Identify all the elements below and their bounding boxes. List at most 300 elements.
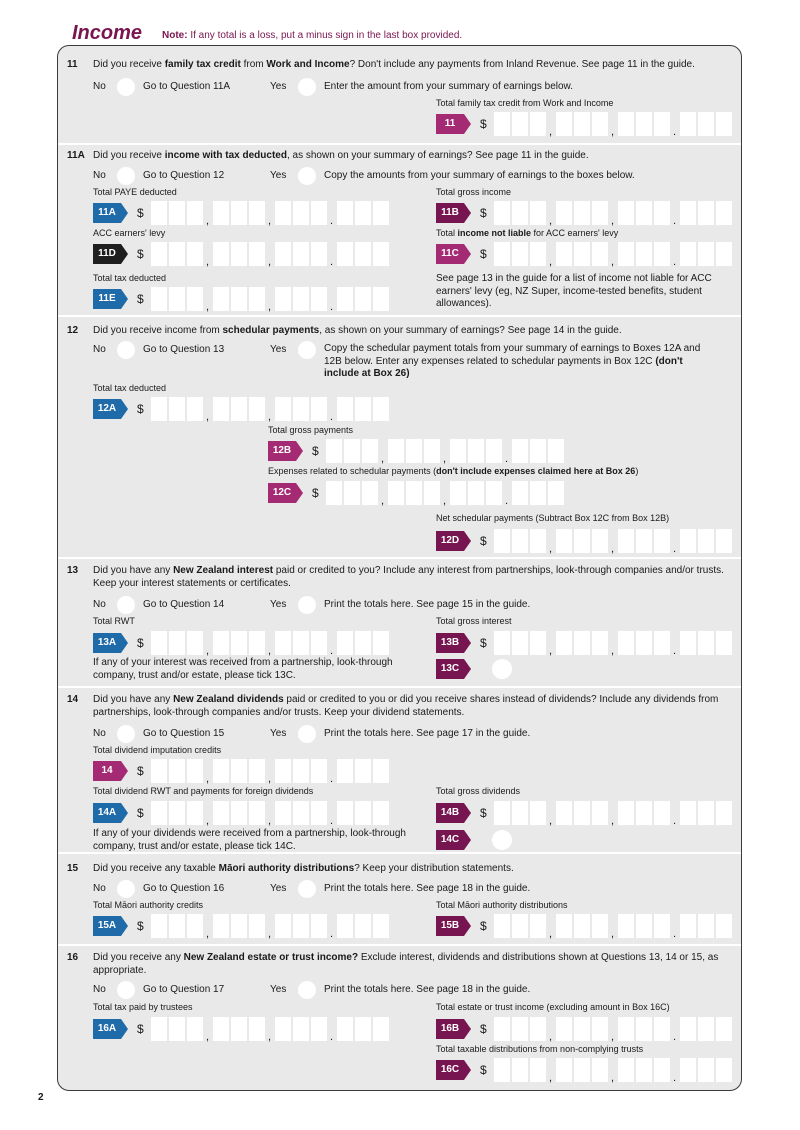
dollar-digit-box[interactable]: [592, 914, 608, 938]
dollar-digit-box[interactable]: [654, 112, 670, 136]
dollar-digit-box[interactable]: [450, 439, 466, 463]
no-label: No: [93, 344, 106, 355]
dollar-digit-box[interactable]: [680, 201, 696, 225]
dollar-digit-box[interactable]: [574, 801, 590, 825]
dollar-digit-box[interactable]: [556, 1017, 572, 1041]
dollar-digit-box[interactable]: [494, 242, 510, 266]
dollar-digit-box[interactable]: [169, 1017, 185, 1041]
dollar-digit-box[interactable]: [231, 201, 247, 225]
cents-digit-box[interactable]: [716, 1017, 732, 1041]
yes-label: Yes: [270, 344, 287, 355]
dollar-digit-box[interactable]: [530, 242, 546, 266]
dollar-digit-box[interactable]: [618, 529, 634, 553]
dollar-digit-box[interactable]: [275, 397, 291, 421]
dollar-digit-box[interactable]: [187, 801, 203, 825]
dollar-digit-box[interactable]: [344, 439, 360, 463]
dollar-digit-box[interactable]: [618, 242, 634, 266]
dollar-digit-box[interactable]: [187, 1017, 203, 1041]
cents-digit-box[interactable]: [716, 801, 732, 825]
dollar-digit-box[interactable]: [151, 631, 167, 655]
decimal-point: .: [505, 453, 509, 465]
dollar-digit-box[interactable]: [151, 242, 167, 266]
dollar-digit-box[interactable]: [275, 801, 291, 825]
dollar-digit-box[interactable]: [275, 759, 291, 783]
dollar-digit-box[interactable]: [512, 242, 528, 266]
dollar-digit-box[interactable]: [231, 759, 247, 783]
dollar-digit-box[interactable]: [337, 242, 353, 266]
dollar-digit-box[interactable]: [231, 397, 247, 421]
dollar-digit-box[interactable]: [556, 631, 572, 655]
dollar-digit-box[interactable]: [654, 1017, 670, 1041]
thousands-separator: ,: [549, 543, 553, 555]
dollar-digit-box[interactable]: [424, 481, 440, 505]
dollar-digit-box[interactable]: [530, 914, 546, 938]
dollar-digit-box[interactable]: [231, 242, 247, 266]
dollar-digit-box[interactable]: [636, 201, 652, 225]
dollar-digit-box[interactable]: [169, 397, 185, 421]
dollar-digit-box[interactable]: [636, 801, 652, 825]
dollar-digit-box[interactable]: [592, 242, 608, 266]
dollar-sign: $: [480, 1063, 487, 1077]
dollar-digit-box[interactable]: [654, 631, 670, 655]
dollar-digit-box[interactable]: [151, 759, 167, 783]
dollar-digit-box[interactable]: [231, 1017, 247, 1041]
label-12c: Expenses related to schedular payments (don't include expenses claimed here at Box 26): [268, 466, 639, 476]
dollar-digit-box[interactable]: [275, 914, 291, 938]
dollar-digit-box[interactable]: [249, 242, 265, 266]
cents-digit-box[interactable]: [373, 397, 389, 421]
dollar-digit-box[interactable]: [213, 914, 229, 938]
cents-digit-box[interactable]: [355, 631, 371, 655]
dollar-digit-box[interactable]: [326, 439, 342, 463]
dollar-digit-box[interactable]: [337, 397, 353, 421]
dollar-digit-box[interactable]: [494, 631, 510, 655]
cents-digit-box[interactable]: [698, 1017, 714, 1041]
cents-digit-box[interactable]: [698, 801, 714, 825]
dollar-digit-box[interactable]: [187, 397, 203, 421]
dollar-digit-box[interactable]: [388, 439, 404, 463]
cents-digit-box[interactable]: [530, 481, 546, 505]
dollar-digit-box[interactable]: [311, 759, 327, 783]
dollar-digit-box[interactable]: [574, 242, 590, 266]
dollar-digit-box[interactable]: [512, 914, 528, 938]
dollar-digit-box[interactable]: [556, 529, 572, 553]
dollar-digit-box[interactable]: [275, 287, 291, 311]
decimal-point: .: [673, 215, 677, 227]
yes-radio[interactable]: [298, 981, 316, 999]
dollar-digit-box[interactable]: [494, 1017, 510, 1041]
dollar-digit-box[interactable]: [592, 112, 608, 136]
dollar-digit-box[interactable]: [213, 242, 229, 266]
dollar-digit-box[interactable]: [574, 112, 590, 136]
dollar-digit-box[interactable]: [592, 201, 608, 225]
label-11d: ACC earners' levy: [93, 228, 166, 238]
dollar-digit-box[interactable]: [213, 631, 229, 655]
cents-digit-box[interactable]: [373, 801, 389, 825]
dollar-digit-box[interactable]: [337, 1017, 353, 1041]
dollar-digit-box[interactable]: [592, 631, 608, 655]
dollar-digit-box[interactable]: [275, 1017, 291, 1041]
dollar-digit-box[interactable]: [512, 801, 528, 825]
dollar-digit-box[interactable]: [311, 287, 327, 311]
dollar-digit-box[interactable]: [618, 112, 634, 136]
box-tag: [93, 289, 129, 309]
cents-digit-box[interactable]: [355, 397, 371, 421]
dollar-digit-box[interactable]: [654, 801, 670, 825]
dollar-digit-box[interactable]: [618, 201, 634, 225]
dollar-digit-box[interactable]: [169, 801, 185, 825]
dollar-digit-box[interactable]: [151, 914, 167, 938]
dollar-digit-box[interactable]: [213, 201, 229, 225]
label-15a: Total Māori authority credits: [93, 900, 204, 910]
dollar-digit-box[interactable]: [556, 242, 572, 266]
dollar-digit-box[interactable]: [344, 481, 360, 505]
dollar-digit-box[interactable]: [530, 631, 546, 655]
dollar-digit-box[interactable]: [654, 914, 670, 938]
dollar-digit-box[interactable]: [311, 1017, 327, 1041]
dollar-digit-box[interactable]: [530, 112, 546, 136]
dollar-digit-box[interactable]: [494, 201, 510, 225]
dollar-digit-box[interactable]: [618, 1017, 634, 1041]
dollar-digit-box[interactable]: [311, 631, 327, 655]
no-radio[interactable]: [117, 596, 135, 614]
dollar-digit-box[interactable]: [494, 529, 510, 553]
dollar-digit-box[interactable]: [574, 529, 590, 553]
dollar-digit-box[interactable]: [187, 201, 203, 225]
label-12b: Total gross payments: [268, 425, 354, 435]
dollar-digit-box[interactable]: [592, 801, 608, 825]
cents-digit-box[interactable]: [355, 287, 371, 311]
dollar-digit-box[interactable]: [680, 914, 696, 938]
dollar-digit-box[interactable]: [311, 397, 327, 421]
goto-text: Go to Question 14: [143, 599, 225, 610]
cents-digit-box[interactable]: [698, 201, 714, 225]
cents-digit-box[interactable]: [373, 1017, 389, 1041]
cents-digit-box[interactable]: [716, 201, 732, 225]
cents-digit-box[interactable]: [373, 914, 389, 938]
dollar-digit-box[interactable]: [512, 201, 528, 225]
dollar-digit-box[interactable]: [556, 201, 572, 225]
dollar-digit-box[interactable]: [213, 1017, 229, 1041]
box-tag-label: 12B: [272, 445, 292, 456]
dollar-digit-box[interactable]: [680, 801, 696, 825]
dollar-digit-box[interactable]: [151, 1017, 167, 1041]
label-11a: Total PAYE deducted: [93, 187, 177, 197]
dollar-digit-box[interactable]: [293, 631, 309, 655]
no-radio[interactable]: [117, 341, 135, 359]
dollar-digit-box[interactable]: [231, 801, 247, 825]
cents-digit-box[interactable]: [373, 201, 389, 225]
tick-circle[interactable]: [492, 659, 512, 679]
tick-circle[interactable]: [492, 830, 512, 850]
dollar-digit-box[interactable]: [231, 287, 247, 311]
cents-digit-box[interactable]: [716, 112, 732, 136]
dollar-digit-box[interactable]: [275, 201, 291, 225]
box-tag-label: 11: [444, 118, 456, 129]
dollar-digit-box[interactable]: [486, 439, 502, 463]
dollar-sign: $: [137, 1022, 144, 1036]
cents-digit-box[interactable]: [698, 914, 714, 938]
yes-radio[interactable]: [298, 880, 316, 898]
dollar-digit-box[interactable]: [636, 112, 652, 136]
dollar-digit-box[interactable]: [337, 801, 353, 825]
cents-digit-box[interactable]: [373, 287, 389, 311]
dollar-digit-box[interactable]: [293, 914, 309, 938]
dollar-digit-box[interactable]: [556, 112, 572, 136]
decimal-point: .: [330, 645, 334, 657]
dollar-digit-box[interactable]: [337, 287, 353, 311]
thousands-separator: ,: [206, 1031, 210, 1043]
cents-digit-box[interactable]: [716, 1058, 732, 1082]
dollar-digit-box[interactable]: [293, 1017, 309, 1041]
dollar-digit-box[interactable]: [293, 201, 309, 225]
cents-digit-box[interactable]: [548, 481, 564, 505]
dollar-digit-box[interactable]: [337, 201, 353, 225]
dollar-digit-box[interactable]: [169, 631, 185, 655]
dollar-digit-box[interactable]: [512, 631, 528, 655]
dollar-digit-box[interactable]: [151, 801, 167, 825]
thousands-separator: ,: [206, 215, 210, 227]
dollar-digit-box[interactable]: [574, 201, 590, 225]
dollar-digit-box[interactable]: [574, 914, 590, 938]
cents-digit-box[interactable]: [355, 914, 371, 938]
dollar-digit-box[interactable]: [450, 481, 466, 505]
dollar-sign: $: [137, 919, 144, 933]
cents-digit-box[interactable]: [716, 529, 732, 553]
dollar-digit-box[interactable]: [654, 242, 670, 266]
dollar-digit-box[interactable]: [293, 242, 309, 266]
cents-digit-box[interactable]: [530, 439, 546, 463]
dollar-digit-box[interactable]: [293, 397, 309, 421]
dollar-digit-box[interactable]: [636, 914, 652, 938]
yes-radio[interactable]: [298, 596, 316, 614]
dollar-digit-box[interactable]: [187, 631, 203, 655]
yes-label: Yes: [270, 599, 287, 610]
dollar-digit-box[interactable]: [213, 759, 229, 783]
thousands-separator: ,: [206, 815, 210, 827]
label-11b: Total gross income: [436, 187, 512, 197]
dollar-digit-box[interactable]: [293, 759, 309, 783]
cents-digit-box[interactable]: [355, 801, 371, 825]
dollar-digit-box[interactable]: [530, 1058, 546, 1082]
dollar-digit-box[interactable]: [512, 439, 528, 463]
dollar-digit-box[interactable]: [169, 242, 185, 266]
dollar-digit-box[interactable]: [311, 914, 327, 938]
dollar-digit-box[interactable]: [530, 801, 546, 825]
no-radio[interactable]: [117, 725, 135, 743]
dollar-sign: $: [137, 806, 144, 820]
dollar-digit-box[interactable]: [556, 801, 572, 825]
dollar-digit-box[interactable]: [556, 1058, 572, 1082]
dollar-digit-box[interactable]: [293, 287, 309, 311]
dollar-digit-box[interactable]: [406, 481, 422, 505]
dollar-digit-box[interactable]: [151, 201, 167, 225]
dollar-digit-box[interactable]: [213, 287, 229, 311]
thousands-separator: ,: [206, 301, 210, 313]
cents-digit-box[interactable]: [698, 112, 714, 136]
dollar-digit-box[interactable]: [311, 201, 327, 225]
thousands-separator: ,: [611, 126, 615, 138]
dollar-digit-box[interactable]: [169, 914, 185, 938]
dollar-digit-box[interactable]: [512, 529, 528, 553]
dollar-digit-box[interactable]: [636, 1017, 652, 1041]
dollar-digit-box[interactable]: [249, 759, 265, 783]
label-11: Total family tax credit from Work and Income: [436, 98, 614, 108]
no-radio[interactable]: [117, 167, 135, 185]
yes-instruction: Print the totals here. See page 15 in the guide.: [324, 599, 531, 610]
decimal-point: .: [673, 815, 677, 827]
no-radio[interactable]: [117, 880, 135, 898]
box-tag: [436, 830, 472, 850]
dollar-digit-box[interactable]: [512, 112, 528, 136]
dollar-digit-box[interactable]: [311, 801, 327, 825]
cents-digit-box[interactable]: [716, 242, 732, 266]
cents-digit-box[interactable]: [373, 759, 389, 783]
dollar-digit-box[interactable]: [388, 481, 404, 505]
cents-digit-box[interactable]: [355, 201, 371, 225]
dollar-digit-box[interactable]: [169, 201, 185, 225]
dollar-digit-box[interactable]: [654, 201, 670, 225]
dollar-digit-box[interactable]: [680, 242, 696, 266]
cents-digit-box[interactable]: [698, 631, 714, 655]
dollar-digit-box[interactable]: [512, 1017, 528, 1041]
dollar-digit-box[interactable]: [187, 287, 203, 311]
question-number: 13: [67, 565, 79, 576]
dollar-digit-box[interactable]: [618, 914, 634, 938]
dollar-digit-box[interactable]: [592, 529, 608, 553]
dollar-digit-box[interactable]: [468, 439, 484, 463]
dollar-digit-box[interactable]: [213, 801, 229, 825]
dollar-digit-box[interactable]: [275, 631, 291, 655]
yes-radio[interactable]: [298, 341, 316, 359]
dollar-digit-box[interactable]: [486, 481, 502, 505]
dollar-digit-box[interactable]: [249, 1017, 265, 1041]
dollar-digit-box[interactable]: [636, 242, 652, 266]
dollar-digit-box[interactable]: [249, 201, 265, 225]
dollar-digit-box[interactable]: [249, 631, 265, 655]
dollar-digit-box[interactable]: [362, 439, 378, 463]
question-number: 11: [67, 59, 78, 70]
dollar-digit-box[interactable]: [337, 914, 353, 938]
dollar-digit-box[interactable]: [512, 481, 528, 505]
cents-digit-box[interactable]: [355, 242, 371, 266]
yes-radio[interactable]: [298, 725, 316, 743]
dollar-digit-box[interactable]: [169, 287, 185, 311]
dollar-digit-box[interactable]: [187, 242, 203, 266]
dollar-digit-box[interactable]: [530, 1017, 546, 1041]
dollar-digit-box[interactable]: [680, 631, 696, 655]
dollar-digit-box[interactable]: [618, 631, 634, 655]
dollar-digit-box[interactable]: [169, 759, 185, 783]
dollar-digit-box[interactable]: [187, 914, 203, 938]
dollar-digit-box[interactable]: [574, 1017, 590, 1041]
yes-radio[interactable]: [298, 78, 316, 96]
dollar-digit-box[interactable]: [293, 801, 309, 825]
dollar-digit-box[interactable]: [406, 439, 422, 463]
dollar-digit-box[interactable]: [494, 112, 510, 136]
dollar-digit-box[interactable]: [468, 481, 484, 505]
dollar-digit-box[interactable]: [680, 1058, 696, 1082]
cents-digit-box[interactable]: [373, 242, 389, 266]
dollar-digit-box[interactable]: [636, 529, 652, 553]
dollar-digit-box[interactable]: [249, 914, 265, 938]
dollar-digit-box[interactable]: [592, 1058, 608, 1082]
dollar-digit-box[interactable]: [187, 759, 203, 783]
dollar-digit-box[interactable]: [530, 529, 546, 553]
yes-radio[interactable]: [298, 167, 316, 185]
dollar-digit-box[interactable]: [654, 1058, 670, 1082]
dollar-digit-box[interactable]: [680, 1017, 696, 1041]
question-text: Did you receive any taxable Māori authority distributions? Keep your distribution statements.: [93, 863, 514, 874]
dollar-digit-box[interactable]: [636, 631, 652, 655]
dollar-digit-box[interactable]: [680, 529, 696, 553]
dollar-digit-box[interactable]: [494, 914, 510, 938]
thousands-separator: ,: [611, 645, 615, 657]
dollar-digit-box[interactable]: [424, 439, 440, 463]
label-16a: Total tax paid by trustees: [93, 1002, 193, 1012]
dollar-digit-box[interactable]: [311, 242, 327, 266]
cents-digit-box[interactable]: [698, 529, 714, 553]
dollar-digit-box[interactable]: [213, 397, 229, 421]
dollar-digit-box[interactable]: [636, 1058, 652, 1082]
box-tag: [93, 761, 129, 781]
box-tag-label: 16B: [440, 1023, 460, 1034]
dollar-digit-box[interactable]: [654, 529, 670, 553]
dollar-digit-box[interactable]: [574, 1058, 590, 1082]
note-14c: If any of your dividends were received from a partnership, look-through company, trust and/or estate, please tick 14C.: [93, 828, 406, 852]
cents-digit-box[interactable]: [355, 1017, 371, 1041]
dollar-digit-box[interactable]: [618, 1058, 634, 1082]
box-tag-label: 14A: [97, 807, 117, 818]
dollar-digit-box[interactable]: [151, 397, 167, 421]
dollar-digit-box[interactable]: [249, 397, 265, 421]
dollar-digit-box[interactable]: [231, 631, 247, 655]
dollar-digit-box[interactable]: [275, 242, 291, 266]
dollar-digit-box[interactable]: [494, 801, 510, 825]
no-radio[interactable]: [117, 981, 135, 999]
decimal-point: .: [673, 126, 677, 138]
dollar-digit-box[interactable]: [151, 287, 167, 311]
box-tag: [93, 1019, 129, 1039]
cents-digit-box[interactable]: [698, 242, 714, 266]
cents-digit-box[interactable]: [548, 439, 564, 463]
cents-digit-box[interactable]: [716, 914, 732, 938]
dollar-digit-box[interactable]: [362, 481, 378, 505]
decimal-point: .: [330, 773, 334, 785]
dollar-digit-box[interactable]: [337, 759, 353, 783]
dollar-digit-box[interactable]: [556, 914, 572, 938]
cents-digit-box[interactable]: [698, 1058, 714, 1082]
dollar-digit-box[interactable]: [249, 287, 265, 311]
dollar-digit-box[interactable]: [494, 1058, 510, 1082]
dollar-digit-box[interactable]: [530, 201, 546, 225]
dollar-digit-box[interactable]: [249, 801, 265, 825]
dollar-digit-box[interactable]: [231, 914, 247, 938]
cents-digit-box[interactable]: [373, 631, 389, 655]
dollar-digit-box[interactable]: [680, 112, 696, 136]
dollar-digit-box[interactable]: [592, 1017, 608, 1041]
dollar-digit-box[interactable]: [512, 1058, 528, 1082]
no-radio[interactable]: [117, 78, 135, 96]
cents-digit-box[interactable]: [716, 631, 732, 655]
dollar-digit-box[interactable]: [618, 801, 634, 825]
dollar-digit-box[interactable]: [337, 631, 353, 655]
dollar-digit-box[interactable]: [574, 631, 590, 655]
cents-digit-box[interactable]: [355, 759, 371, 783]
box-tag: [93, 803, 129, 823]
dollar-digit-box[interactable]: [326, 481, 342, 505]
no-label: No: [93, 984, 106, 995]
